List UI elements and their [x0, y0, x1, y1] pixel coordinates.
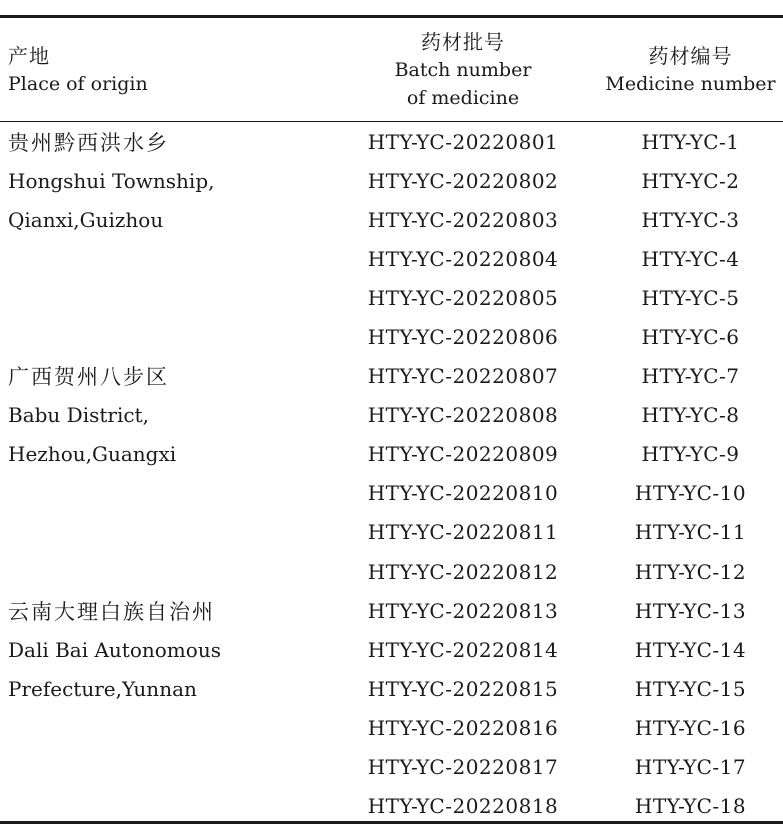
- cell-batch-number: HTY-YC-20220816: [367, 715, 559, 740]
- table-row: [0, 161, 783, 200]
- cell-place-of-origin: 贵州黔西洪水乡: [8, 130, 169, 155]
- cell-place-of-origin: Prefecture,Yunnan: [8, 676, 197, 701]
- header-place-of-origin: [8, 18, 338, 121]
- cell-place-of-origin: [8, 513, 338, 552]
- table-row: [0, 513, 783, 552]
- header-origin-en: Place of origin: [8, 72, 148, 95]
- table-row: [0, 435, 783, 474]
- header-number-zh: 药材编号: [648, 43, 733, 68]
- cell-medicine-number: HTY-YC-11: [634, 520, 747, 545]
- table-row: [0, 396, 783, 435]
- cell-batch-number: HTY-YC-20220811: [367, 520, 559, 545]
- cell-place-of-origin: Hezhou,Guangxi: [8, 442, 177, 467]
- cell-medicine-number: HTY-YC-12: [634, 559, 747, 584]
- cell-medicine-number: HTY-YC-18: [634, 794, 747, 819]
- cell-place-of-origin: Qianxi,Guizhou: [8, 207, 164, 232]
- cell-batch-number: HTY-YC-20220807: [367, 364, 559, 389]
- cell-medicine-number: HTY-YC-1: [641, 129, 740, 154]
- cell-batch-number: HTY-YC-20220803: [367, 207, 559, 232]
- header-batch-en-line2: of medicine: [406, 86, 520, 109]
- cell-batch-number: HTY-YC-20220802: [367, 168, 559, 193]
- cell-batch-number: HTY-YC-20220814: [367, 637, 559, 662]
- cell-medicine-number: HTY-YC-17: [634, 755, 747, 780]
- cell-medicine-number: HTY-YC-7: [641, 364, 740, 389]
- cell-place-of-origin: [8, 474, 338, 513]
- table-row: [0, 708, 783, 747]
- cell-place-of-origin: [8, 787, 338, 826]
- table-row: [0, 122, 783, 161]
- cell-medicine-number: HTY-YC-9: [641, 442, 740, 467]
- table-row: [0, 200, 783, 239]
- table-header: [0, 18, 783, 121]
- cell-medicine-number: HTY-YC-2: [641, 168, 740, 193]
- header-origin-zh: 产地: [8, 43, 50, 68]
- cell-medicine-number: HTY-YC-16: [634, 715, 747, 740]
- cell-place-of-origin: [8, 278, 338, 317]
- cell-medicine-number: HTY-YC-13: [634, 598, 747, 623]
- cell-place-of-origin: Hongshui Township,: [8, 168, 215, 193]
- header-medicine-number: [598, 18, 783, 121]
- cell-place-of-origin: 云南大理白族自治州: [8, 599, 215, 624]
- cell-place-of-origin: [8, 552, 338, 591]
- cell-place-of-origin: [8, 239, 338, 278]
- table-row: [0, 748, 783, 787]
- cell-medicine-number: HTY-YC-3: [641, 207, 740, 232]
- cell-batch-number: HTY-YC-20220812: [367, 559, 559, 584]
- cell-batch-number: HTY-YC-20220818: [367, 794, 559, 819]
- cell-place-of-origin: 广西贺州八步区: [8, 365, 169, 390]
- table-row: [0, 630, 783, 669]
- cell-place-of-origin: Dali Bai Autonomous: [8, 637, 221, 662]
- table-row: [0, 591, 783, 630]
- cell-medicine-number: HTY-YC-15: [634, 676, 747, 701]
- table-row: [0, 552, 783, 591]
- cell-batch-number: HTY-YC-20220817: [367, 755, 559, 780]
- cell-medicine-number: HTY-YC-10: [634, 481, 747, 506]
- cell-batch-number: HTY-YC-20220804: [367, 246, 559, 271]
- header-batch-en-line1: Batch number: [394, 58, 532, 81]
- cell-batch-number: HTY-YC-20220808: [367, 403, 559, 428]
- cell-medicine-number: HTY-YC-5: [641, 285, 740, 310]
- table-row: [0, 278, 783, 317]
- table-row: [0, 239, 783, 278]
- table-body: [0, 122, 783, 826]
- cell-batch-number: HTY-YC-20220813: [367, 598, 559, 623]
- table-row: [0, 669, 783, 708]
- cell-batch-number: HTY-YC-20220805: [367, 285, 559, 310]
- cell-place-of-origin: [8, 708, 338, 747]
- table-bottom-rule: [0, 821, 783, 824]
- table-row: [0, 317, 783, 356]
- cell-medicine-number: HTY-YC-8: [641, 403, 740, 428]
- cell-medicine-number: HTY-YC-4: [641, 246, 740, 271]
- cell-place-of-origin: Babu District,: [8, 403, 149, 428]
- cell-batch-number: HTY-YC-20220809: [367, 442, 559, 467]
- table-row: [0, 357, 783, 396]
- cell-place-of-origin: [8, 748, 338, 787]
- header-batch-zh: 药材批号: [421, 29, 505, 54]
- table-row: [0, 787, 783, 826]
- cell-batch-number: HTY-YC-20220810: [367, 481, 559, 506]
- cell-batch-number: HTY-YC-20220806: [367, 325, 559, 350]
- cell-place-of-origin: [8, 317, 338, 356]
- header-number-en: Medicine number: [605, 72, 776, 95]
- cell-batch-number: HTY-YC-20220801: [367, 129, 559, 154]
- table-row: [0, 474, 783, 513]
- cell-medicine-number: HTY-YC-14: [634, 637, 747, 662]
- cell-medicine-number: HTY-YC-6: [641, 325, 740, 350]
- header-batch-number: [338, 18, 588, 121]
- cell-batch-number: HTY-YC-20220815: [367, 676, 559, 701]
